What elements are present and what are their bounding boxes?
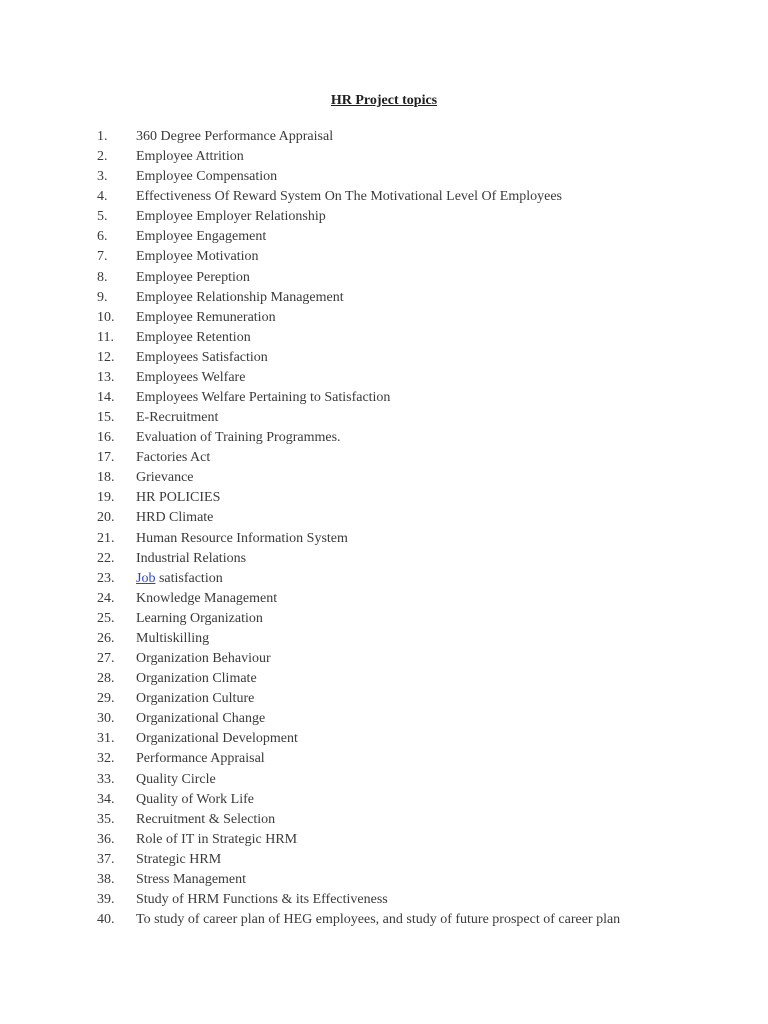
- list-item-number: 5.: [97, 209, 108, 225]
- list-item: [0, 247, 768, 267]
- list-item-number: 24.: [97, 590, 115, 606]
- list-item-text: Recruitment & Selection: [136, 811, 276, 827]
- list-item-number: 29.: [97, 691, 115, 707]
- list-item-number: 14.: [97, 390, 115, 406]
- list-item-number: 13.: [97, 369, 115, 385]
- list-item: [0, 147, 768, 167]
- list-item-text: Evaluation of Training Programmes.: [136, 430, 341, 446]
- list-item-number: 2.: [97, 149, 108, 165]
- list-item-text: Employee Employer Relationship: [136, 209, 326, 225]
- list-item-text: Factories Act: [136, 450, 211, 466]
- list-item: [0, 890, 768, 910]
- list-item: [0, 810, 768, 830]
- list-item-number: 16.: [97, 430, 115, 446]
- list-item: [0, 408, 768, 428]
- list-item: [0, 850, 768, 870]
- list-item-number: 15.: [97, 410, 115, 426]
- list-item-number: 23.: [97, 570, 115, 586]
- document-title: HR Project topics: [330, 93, 438, 108]
- list-item-text: Organization Culture: [136, 691, 255, 707]
- list-item-text: Human Resource Information System: [136, 530, 348, 546]
- list-item-text: Effectiveness Of Reward System On The Motivational Level Of Employees: [136, 189, 562, 205]
- list-item-number: 38.: [97, 871, 115, 887]
- list-item-text: Employee Pereption: [136, 269, 250, 285]
- list-item-number: 17.: [97, 450, 115, 466]
- list-item: [0, 529, 768, 549]
- list-item-number: 4.: [97, 189, 108, 205]
- topic-list: [0, 127, 768, 930]
- list-item: [0, 167, 768, 187]
- list-item-number: 36.: [97, 831, 115, 847]
- list-item-text: Multiskilling: [136, 630, 210, 646]
- list-item: [0, 709, 768, 729]
- list-item-text: Employee Motivation: [136, 249, 259, 265]
- list-item-number: 8.: [97, 269, 108, 285]
- list-item: [0, 428, 768, 448]
- list-item-text: Learning Organization: [136, 610, 263, 626]
- list-item-number: 11.: [97, 329, 114, 345]
- list-item-text: Employee Retention: [136, 329, 251, 345]
- list-item-number: 1.: [97, 129, 108, 144]
- list-item-text: E-Recruitment: [136, 410, 219, 426]
- list-item-text: Grievance: [136, 470, 194, 486]
- list-item: [0, 468, 768, 488]
- list-item: [0, 388, 768, 408]
- list-item: [0, 669, 768, 689]
- list-item: [0, 448, 768, 468]
- list-item-number: 20.: [97, 510, 115, 526]
- list-item-number: 27.: [97, 651, 115, 667]
- list-item-text: Employee Attrition: [136, 149, 244, 165]
- list-item-text: Employee Remuneration: [136, 309, 276, 325]
- list-item-number: 26.: [97, 630, 115, 646]
- list-item-text: Employees Welfare Pertaining to Satisfaction: [136, 390, 391, 406]
- list-item-text: Role of IT in Strategic HRM: [136, 831, 298, 847]
- list-item: [0, 749, 768, 769]
- list-item: [0, 589, 768, 609]
- list-item: [0, 268, 768, 288]
- list-item: [0, 910, 768, 930]
- list-item-text: Organization Climate: [136, 671, 257, 687]
- list-item: [0, 508, 768, 528]
- list-item-number: 31.: [97, 731, 115, 747]
- list-item-text: Strategic HRM: [136, 851, 222, 867]
- list-item: [0, 729, 768, 749]
- list-item: [0, 488, 768, 508]
- list-item-text: Organizational Change: [136, 711, 266, 727]
- list-item: [0, 127, 768, 147]
- job-link[interactable]: Job: [136, 570, 156, 586]
- list-item-text: Employees Welfare: [136, 369, 246, 385]
- list-item: [0, 830, 768, 850]
- list-item-number: 10.: [97, 309, 115, 325]
- list-item: [0, 770, 768, 790]
- list-item: [0, 689, 768, 709]
- list-item-text: Stress Management: [136, 871, 247, 887]
- list-item-number: 9.: [97, 289, 108, 305]
- list-item-text: Performance Appraisal: [136, 751, 265, 767]
- list-item-number: 21.: [97, 530, 115, 546]
- list-item: [0, 790, 768, 810]
- list-item-text-rest: satisfaction: [155, 570, 223, 586]
- list-item-text: Organization Behaviour: [136, 651, 271, 667]
- list-item: [0, 368, 768, 388]
- list-item-number: 25.: [97, 610, 115, 626]
- list-item-text: To study of career plan of HEG employees, and study of future prospect of career plan: [136, 912, 621, 928]
- list-item-text: HR POLICIES: [136, 490, 221, 506]
- list-item: [0, 308, 768, 328]
- list-item-text: Employee Engagement: [136, 229, 267, 245]
- list-item: [0, 649, 768, 669]
- list-item-number: 6.: [97, 229, 108, 245]
- list-item-text: Study of HRM Functions & its Effectiveness: [136, 891, 388, 907]
- list-item-number: 35.: [97, 811, 115, 827]
- list-item-number: 33.: [97, 771, 115, 787]
- list-item: [0, 227, 768, 247]
- list-item: [0, 207, 768, 227]
- list-item-text: Employee Relationship Management: [136, 289, 344, 305]
- list-item: [0, 328, 768, 348]
- list-item-number: 34.: [97, 791, 115, 807]
- list-item-number: 32.: [97, 751, 115, 767]
- list-item-text: [136, 569, 223, 589]
- list-item-text: Quality Circle: [136, 771, 216, 787]
- list-item: [0, 609, 768, 629]
- list-item-number: 7.: [97, 249, 108, 265]
- list-item-text: 360 Degree Performance Appraisal: [136, 129, 334, 144]
- list-item-number: 40.: [97, 912, 115, 928]
- list-item-number: 28.: [97, 671, 115, 687]
- list-item-text: Knowledge Management: [136, 590, 278, 606]
- list-item-text: Organizational Development: [136, 731, 298, 747]
- list-item: [0, 288, 768, 308]
- list-item-text: Employee Compensation: [136, 169, 278, 185]
- list-item: [0, 348, 768, 368]
- list-item: [0, 187, 768, 207]
- list-item-number: 12.: [97, 349, 115, 365]
- list-item-text: Employees Satisfaction: [136, 349, 268, 365]
- list-item-text: Industrial Relations: [136, 550, 247, 566]
- list-item: [0, 569, 768, 589]
- list-item: [0, 549, 768, 569]
- list-item-number: 19.: [97, 490, 115, 506]
- list-item-number: 18.: [97, 470, 115, 486]
- list-item-number: 22.: [97, 550, 115, 566]
- list-item: [0, 870, 768, 890]
- list-item-text: Quality of Work Life: [136, 791, 254, 807]
- list-item-number: 37.: [97, 851, 115, 867]
- list-item-number: 30.: [97, 711, 115, 727]
- list-item-number: 3.: [97, 169, 108, 185]
- list-item: [0, 629, 768, 649]
- list-item-text: HRD Climate: [136, 510, 214, 526]
- list-item-number: 39.: [97, 891, 115, 907]
